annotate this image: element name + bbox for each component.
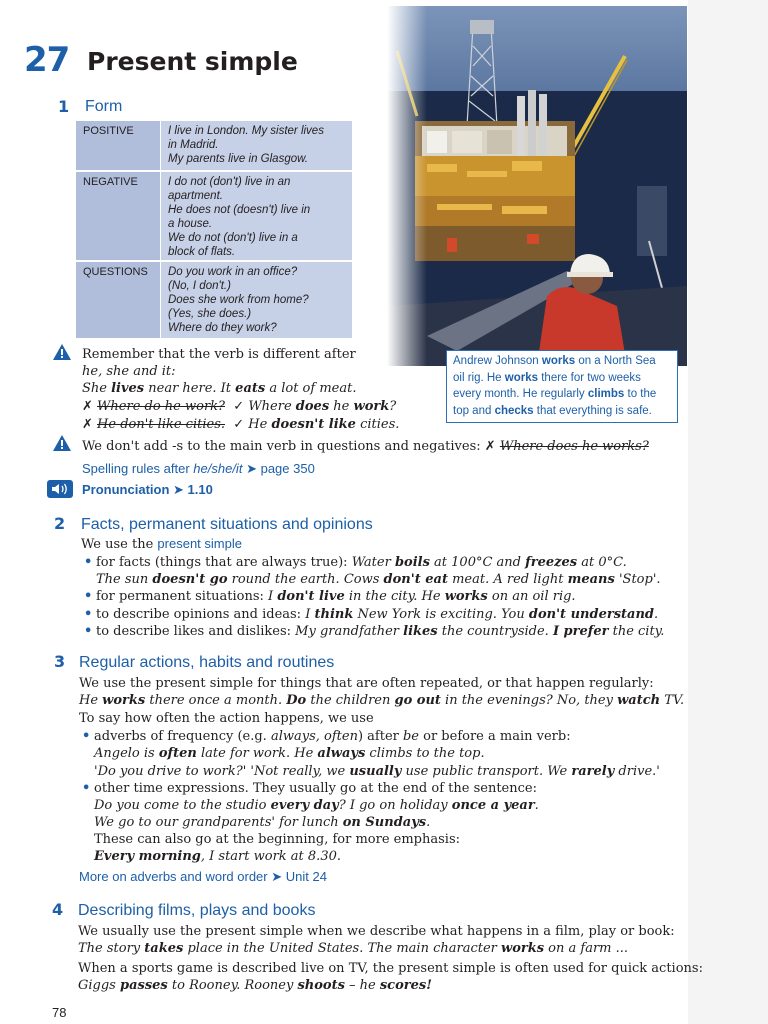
questions-examples: Do you work in an office? (No, I don't.) Does she work from home? (Yes, she does.) Where do they work?: [168, 266, 309, 334]
section-4-title: Describing films, plays and books: [78, 902, 316, 919]
section-4-text: When a sports game is described live on TV, the present simple is often used for quick actions:: [78, 961, 703, 976]
section-1-number: 1: [58, 97, 70, 116]
section-4-text: We usually use the present simple when we describe what happens in a film, play or book:: [78, 924, 675, 939]
positive-examples: I live in London. My sister lives in Madrid. My parents live in Glasgow.: [168, 125, 324, 165]
photo-caption: Andrew Johnson works on a North Sea oil rig. He works there for two weeks every month. He regularly climbs to the top and checks that everything is safe.: [446, 350, 678, 423]
oil-rig-photo: [387, 6, 687, 366]
section-4-example: The story takes place in the United States. The main character works on a farm ...: [78, 941, 629, 956]
section-3-bullet: • adverbs of frequency (e.g. always, often) after be or before a main verb:: [94, 729, 571, 746]
section-2-intro: We use the present simple: [81, 536, 242, 552]
section-3-example: Do you come to the studio every day? I go on holiday once a year.: [94, 798, 539, 813]
pronunciation-link[interactable]: Pronunciation ➤ 1.10: [82, 482, 213, 497]
form-table: [76, 121, 352, 338]
section-3-text: To say how often the action happens, we use: [79, 711, 374, 726]
section-2-bullet: • for facts (things that are always true): Water boils at 100°C and freezes at 0°C.: [96, 555, 627, 572]
positive-label: POSITIVE: [83, 125, 134, 137]
page-number: 78: [52, 1005, 67, 1020]
section-3-intro: We use the present simple for things that are often repeated, or that happen regularly:: [79, 676, 654, 691]
spelling-rules-link[interactable]: Spelling rules after he/she/it ➤ page 350: [82, 461, 315, 476]
form-row-positive: [76, 121, 352, 170]
negative-examples: I do not (don't) live in an apartment. He does not (doesn't) live in a house. We do not (don't) live in a block of flats.: [168, 176, 311, 258]
warning-icon: [52, 434, 72, 452]
unit-title: Present simple: [87, 47, 298, 76]
no-s-note: We don't add -s to the main verb in questions and negatives: ✗ Where does he works?: [82, 438, 649, 454]
section-3-example: Angelo is often late for work. He always climbs to the top.: [94, 746, 485, 761]
questions-label: QUESTIONS: [83, 266, 148, 278]
form-row-questions: [76, 262, 352, 338]
section-3-bullet: • other time expressions. They usually go at the end of the sentence:: [94, 781, 537, 798]
page-gutter: [688, 0, 768, 1024]
section-2-example: The sun doesn't go round the earth. Cows don't eat meat. A red light means 'Stop'.: [96, 572, 661, 587]
warning-icon: [52, 343, 72, 361]
unit-number: 27: [24, 40, 70, 80]
section-2-title: Facts, permanent situations and opinions: [81, 516, 373, 533]
form-row-negative: [76, 172, 352, 260]
adverbs-word-order-link[interactable]: More on adverbs and word order ➤ Unit 24: [79, 869, 327, 884]
section-3-example: Every morning, I start work at 8.30.: [94, 849, 341, 864]
audio-speaker-icon[interactable]: [47, 480, 73, 498]
section-4-example: Giggs passes to Rooney. Rooney shoots – he scores!: [78, 978, 432, 993]
section-2-bullet: • to describe opinions and ideas: I think New York is exciting. You don't understand.: [96, 607, 658, 624]
third-person-note: Remember that the verb is different after he, she and it: She lives near here. It eats a lot of meat. ✗ Where do he work? ✓ Where does he work? ✗ He don't like cities. ✓ He doesn't like cities.: [82, 347, 400, 432]
negative-label: NEGATIVE: [83, 176, 138, 188]
section-2-bullet: • for permanent situations: I don't live in the city. He works on an oil rig.: [96, 589, 576, 606]
section-2-bullet: • to describe likes and dislikes: My grandfather likes the countryside. I prefer the city.: [96, 624, 664, 641]
section-1-title: Form: [85, 98, 123, 115]
section-3-example: 'Do you drive to work?' 'Not really, we usually use public transport. We rarely drive.': [94, 764, 660, 779]
section-3-example: We go to our grandparents' for lunch on Sundays.: [94, 815, 431, 830]
section-3-title: Regular actions, habits and routines: [79, 654, 335, 671]
section-2-number: 2: [54, 514, 66, 533]
section-3-number: 3: [54, 652, 66, 671]
section-3-example: He works there once a month. Do the children go out in the evenings? No, they watch TV.: [79, 693, 685, 708]
section-4-number: 4: [52, 900, 64, 919]
section-3-text: These can also go at the beginning, for more emphasis:: [94, 832, 460, 847]
